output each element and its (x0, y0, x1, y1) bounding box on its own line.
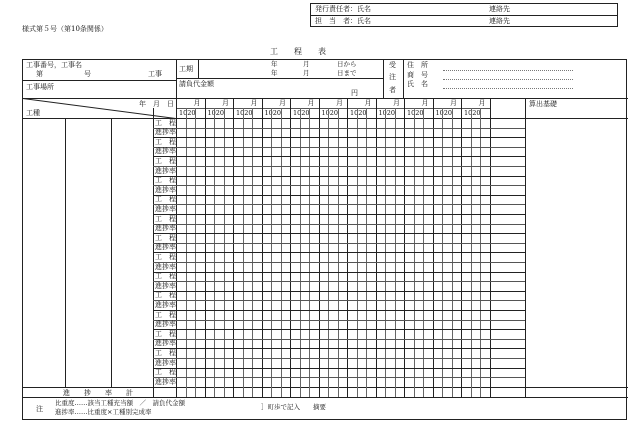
grid-line (205, 98, 206, 397)
row-label-schedule-4: 工 程 (155, 176, 176, 185)
grid-line (153, 243, 525, 244)
row-label-progress-9: 進捗率 (155, 281, 176, 290)
row-label-progress-4: 進捗率 (155, 185, 176, 194)
grid-line (153, 348, 525, 349)
row-label-progress-12: 進捗率 (155, 339, 176, 348)
day-marks-10: 1020 (435, 109, 453, 117)
row-label-schedule-8: 工 程 (155, 252, 176, 261)
row-label-progress-3: 進捗率 (155, 166, 176, 175)
go-label: 号 (84, 70, 91, 78)
site-label: 工事場所 (26, 83, 54, 91)
row-label-progress-10: 進捗率 (155, 300, 176, 309)
grid-line (153, 128, 525, 129)
grid-line (376, 98, 377, 397)
row-label-schedule-10: 工 程 (155, 291, 176, 300)
year-month-day-label: 年 月 日 (139, 100, 174, 108)
schedule-form-frame (22, 59, 627, 420)
grid-line (153, 185, 525, 186)
month-label-2: 月 (222, 99, 229, 107)
grid-line (153, 166, 525, 167)
contractor-label-3: 者 (389, 86, 396, 94)
grid-line (461, 98, 462, 397)
row-label-schedule-12: 工 程 (155, 329, 176, 338)
row-label-progress-7: 進捗率 (155, 243, 176, 252)
row-label-progress-8: 進捗率 (155, 262, 176, 271)
row-label-schedule-9: 工 程 (155, 272, 176, 281)
grid-line (153, 281, 525, 282)
grid-line (153, 252, 525, 253)
row-label-schedule-13: 工 程 (155, 348, 176, 357)
grid-line (111, 118, 112, 387)
row-label-schedule-3: 工 程 (155, 156, 176, 165)
day-marks-2: 1020 (207, 109, 225, 117)
grid-line (23, 397, 628, 398)
row-label-progress-2: 進捗率 (155, 147, 176, 156)
dai-label: 第 (36, 70, 43, 78)
day-marks-7: 1020 (350, 109, 367, 117)
grid-line (153, 310, 525, 311)
form-number: 様式第５号（第10条関係） (22, 25, 108, 33)
grid-line (23, 387, 628, 388)
row-label-progress-6: 進捗率 (155, 224, 176, 233)
day-marks-4: 1020 (264, 109, 282, 117)
note-line-2: 進捗率……比重度×工種別完成率 (55, 408, 152, 416)
contract-amount-label: 請負代金額 (179, 80, 214, 88)
remark-label: 摘要 (313, 403, 326, 411)
day-marks-3: 1020 (236, 109, 253, 117)
trade-name-label: 商 号 (407, 71, 428, 79)
row-label-progress-14: 進捗率 (155, 377, 176, 386)
grid-line (153, 358, 525, 359)
note-bracket-text: ］町歩で記入 (261, 403, 300, 411)
grid-line (153, 320, 525, 321)
row-label-progress-5: 進捗率 (155, 204, 176, 213)
grid-line (153, 204, 525, 205)
address-label: 住 所 (407, 61, 428, 69)
grid-line (433, 98, 434, 397)
month-label-5: 月 (307, 99, 315, 107)
row-label-schedule-2: 工 程 (155, 137, 176, 146)
grid-line (525, 98, 526, 397)
grid-line (153, 272, 525, 273)
grid-line (153, 224, 525, 225)
to-day: 日まで (337, 69, 357, 77)
grid-line (153, 137, 525, 138)
month-label-6: 月 (336, 99, 343, 107)
to-year: 年 (271, 69, 278, 77)
grid-line (153, 147, 525, 148)
construction-period-label: 工期 (179, 65, 193, 73)
grid-line (153, 176, 525, 177)
grid-line (153, 368, 525, 369)
grid-line (153, 329, 525, 330)
calculation-basis-label: 算出基礎 (529, 100, 557, 108)
koji-label: 工事 (148, 70, 162, 78)
yen-label: 円 (351, 89, 358, 97)
row-label-schedule-1: 工 程 (155, 118, 176, 127)
from-year: 年 (271, 60, 278, 68)
grid-line (490, 98, 491, 397)
row-label-progress-1: 進捗率 (155, 128, 176, 137)
month-label-11: 月 (478, 99, 486, 107)
month-label-7: 月 (364, 99, 372, 107)
grid-line (319, 98, 320, 397)
from-day: 日から (337, 60, 357, 68)
grid-line (153, 262, 525, 263)
row-label-schedule-5: 工 程 (155, 195, 176, 204)
grid-line (153, 300, 525, 301)
page-title: 工 程 表 (270, 47, 326, 56)
issuer-label: 発行責任者：氏名 (315, 5, 371, 13)
row-label-progress-11: 進捗率 (155, 320, 176, 329)
note-label: 注 (36, 405, 43, 413)
project-number-label: 工事番号，工事名 (26, 61, 82, 69)
from-month: 月 (303, 60, 310, 68)
person-contact-label: 連絡先 (489, 17, 510, 25)
month-label-9: 月 (421, 99, 429, 107)
month-label-3: 月 (250, 99, 258, 107)
grid-line (65, 118, 66, 387)
trade-column-label: 工種 (26, 109, 40, 117)
grid-line (23, 118, 628, 119)
issuer-row (311, 4, 617, 16)
row-label-progress-13: 進捗率 (155, 358, 176, 367)
person-in-charge-row (311, 16, 617, 27)
progress-total-label: 進 捗 率 計 (63, 389, 133, 397)
grid-line (404, 98, 405, 397)
issuer-info-box (310, 3, 618, 27)
day-marks-8: 1020 (378, 109, 396, 117)
row-label-schedule-6: 工 程 (155, 214, 176, 223)
day-marks-5: 1020 (293, 109, 310, 117)
day-marks-11: 1020 (464, 109, 481, 117)
grid-line (347, 98, 348, 397)
grid-line (233, 98, 234, 397)
grid-line (290, 98, 291, 397)
row-label-schedule-11: 工 程 (155, 310, 176, 319)
grid-line (153, 377, 525, 378)
month-label-8: 月 (393, 99, 400, 107)
grid-line (153, 233, 525, 234)
day-marks-9: 1020 (407, 109, 424, 117)
name-label: 氏 名 (407, 80, 428, 88)
issuer-contact-label: 連絡先 (489, 5, 510, 13)
contractor-label-2: 注 (389, 73, 396, 81)
row-label-schedule-14: 工 程 (155, 368, 176, 377)
grid-line (153, 156, 525, 157)
contractor-label-1: 受 (389, 61, 396, 69)
grid-line (153, 291, 525, 292)
person-label: 担 当 者：氏名 (315, 17, 371, 25)
note-line-1: 比重度……該当工種充当額 ／ 請負代金額 (55, 399, 185, 407)
month-label-10: 月 (450, 99, 457, 107)
row-label-schedule-7: 工 程 (155, 233, 176, 242)
grid-line (176, 98, 177, 397)
day-marks-6: 1020 (321, 109, 339, 117)
day-marks-1: 1020 (179, 109, 196, 117)
grid-line (153, 339, 525, 340)
to-month: 月 (303, 69, 310, 77)
grid-line (153, 195, 525, 196)
grid-line (262, 98, 263, 397)
month-label-4: 月 (279, 99, 286, 107)
month-label-1: 月 (193, 99, 201, 107)
grid-line (153, 214, 525, 215)
